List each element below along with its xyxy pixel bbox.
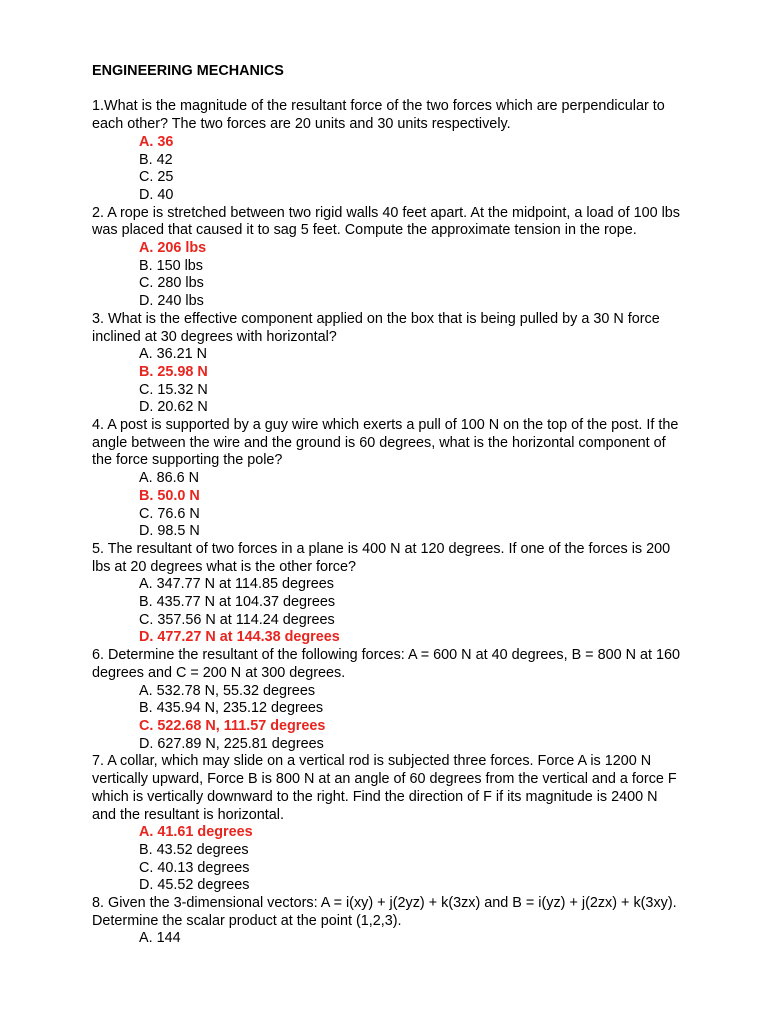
correct-answer-choice: A. 41.61 degrees <box>139 824 253 841</box>
answer-choice: D. 240 lbs <box>139 293 204 310</box>
answer-choice: D. 98.5 N <box>139 523 200 540</box>
question-text: 7. A collar, which may slide on a vertical rod is subjected three forces. Force A is 1200 N vertically upward, Force B is 800 N at an angle of 60 degrees from the vertical and a force F which is vertically downward to the right. Find the direction of F if its magnitude is 2400 N and the resultant is horizontal. <box>92 753 677 823</box>
answer-choice: D. 20.62 N <box>139 399 208 416</box>
answer-choice: C. 15.32 N <box>139 381 208 398</box>
question-text: 5. The resultant of two forces in a plane is 400 N at 120 degrees. If one of the forces is 200 lbs at 20 degrees what is the other force? <box>92 540 671 575</box>
answer-choice: A. 144 <box>139 930 181 947</box>
answer-choice: A. 36.21 N <box>139 346 207 363</box>
answer-choice: C. 40.13 degrees <box>139 859 250 876</box>
document-page <box>92 63 682 948</box>
answer-choice: B. 150 lbs <box>139 257 203 274</box>
answer-choice: D. 45.52 degrees <box>139 877 250 894</box>
answer-choice: C. 280 lbs <box>139 275 204 292</box>
answer-choice: C. 25 <box>139 169 174 186</box>
question-text: 3. What is the effective component applied on the box that is being pulled by a 30 N force inclined at 30 degrees with horizontal? <box>92 310 660 345</box>
answer-choice: A. 532.78 N, 55.32 degrees <box>139 682 316 699</box>
answer-choice: B. 435.77 N at 104.37 degrees <box>139 594 336 611</box>
question-block <box>92 417 682 541</box>
question-block <box>92 311 682 417</box>
correct-answer-choice: B. 25.98 N <box>139 363 208 380</box>
answer-choice: C. 76.6 N <box>139 505 200 522</box>
correct-answer-choice: D. 477.27 N at 144.38 degrees <box>139 629 340 646</box>
question-text: 2. A rope is stretched between two rigid walls 40 feet apart. At the midpoint, a load of 100 lbs was placed that caused it to sag 5 feet. Compute the approximate tension in the rope. <box>92 204 680 239</box>
answer-choice: C. 357.56 N at 114.24 degrees <box>139 611 335 628</box>
question-block <box>92 541 682 647</box>
question-text: 1.What is the magnitude of the resultant force of the two forces which are perpendicular to each other? The two forces are 20 units and 30 units respectively. <box>92 98 665 133</box>
question-block <box>92 98 682 204</box>
answer-choices <box>92 134 682 205</box>
answer-choices <box>92 683 682 754</box>
answer-choices <box>92 576 682 647</box>
question-block <box>92 205 682 311</box>
correct-answer-choice: C. 522.68 N, 111.57 degrees <box>139 718 326 734</box>
answer-choice: A. 347.77 N at 114.85 degrees <box>139 576 334 593</box>
answer-choices <box>92 824 682 895</box>
answer-choice: B. 43.52 degrees <box>139 841 249 858</box>
question-text: 4. A post is supported by a guy wire which exerts a pull of 100 N on the top of the post. If the angle between the wire and the ground is 60 degrees, what is the horizontal component of the force supporting the pole? <box>92 417 679 469</box>
question-block <box>92 895 682 948</box>
answer-choice: D. 40 <box>139 186 174 203</box>
answer-choices <box>92 346 682 417</box>
answer-choices <box>92 470 682 541</box>
question-text: 8. Given the 3-dimensional vectors: A = i(xy) + j(2yz) + k(3zx) and B = i(yz) + j(2zx) + k(3xy). Determine the scalar product at the point (1,2,3). <box>92 895 677 929</box>
document-title: ENGINEERING MECHANICS <box>92 63 284 79</box>
answer-choice: B. 42 <box>139 151 173 168</box>
question-list <box>92 98 682 948</box>
answer-choices <box>92 930 682 948</box>
correct-answer-choice: B. 50.0 N <box>139 487 200 504</box>
question-block <box>92 647 682 753</box>
question-block <box>92 753 682 895</box>
question-text: 6. Determine the resultant of the following forces: A = 600 N at 40 degrees, B = 800 N at 160 degrees and C = 200 N at 300 degrees. <box>92 647 680 681</box>
answer-choice: D. 627.89 N, 225.81 degrees <box>139 735 324 752</box>
correct-answer-choice: A. 206 lbs <box>139 240 207 257</box>
answer-choice: B. 435.94 N, 235.12 degrees <box>139 700 324 717</box>
answer-choices <box>92 240 682 311</box>
correct-answer-choice: A. 36 <box>139 133 174 150</box>
answer-choice: A. 86.6 N <box>139 470 199 487</box>
